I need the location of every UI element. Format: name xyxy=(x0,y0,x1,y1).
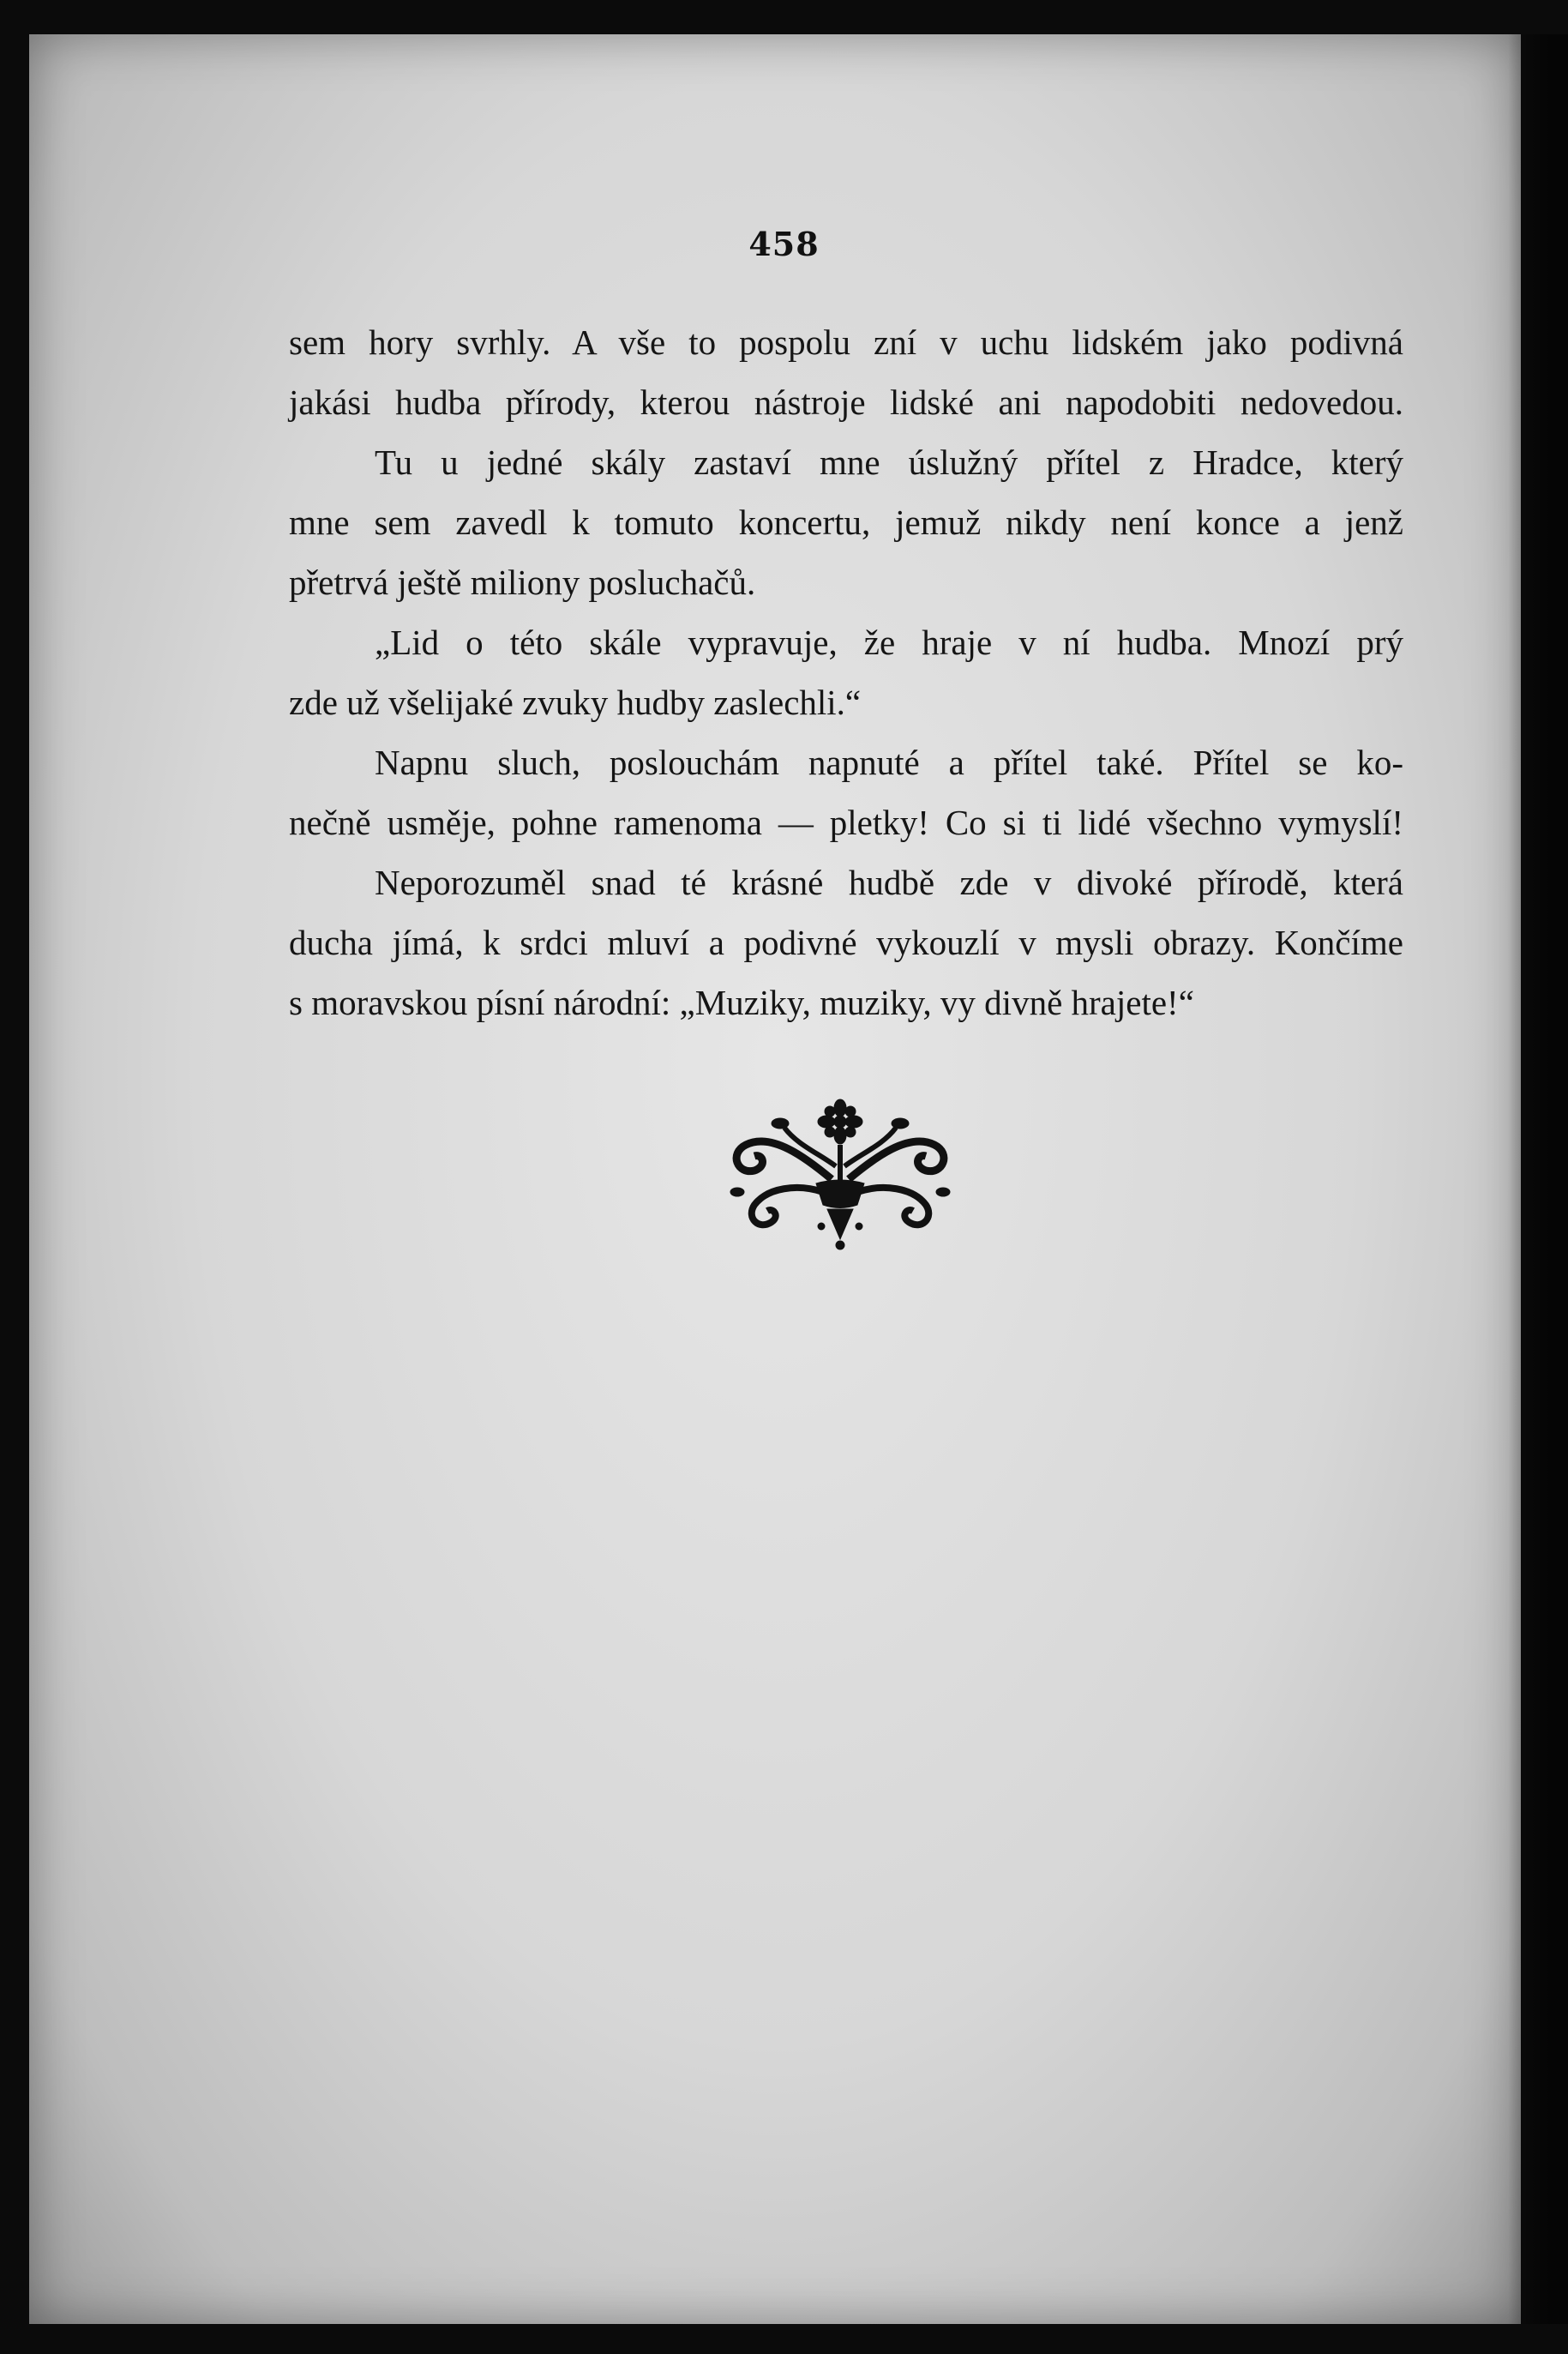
flower-icon xyxy=(818,1099,862,1144)
text-line: zde už všelijaké zvuky hudby zaslechli.“ xyxy=(289,683,862,722)
body-text xyxy=(289,312,1403,1033)
text-line: nečně usměje, pohne ramenoma — pletky! Co si ti lidé všechno vymyslí! xyxy=(289,803,1403,842)
text-line: jakási hudba přírody, kterou nástroje lidské ani napodobiti nedovedou. xyxy=(289,382,1403,422)
text-line: přetrvá ještě miliony posluchačů. xyxy=(289,563,756,602)
text-line: s moravskou písní národní: „Muziky, muziky, vy divně hrajete!“ xyxy=(289,983,1194,1022)
text-line: Napnu sluch, poslouchám napnuté a přítel také. Přítel se ko- xyxy=(375,743,1403,782)
text-line: Tu u jedné skály zastaví mne úslužný přítel z Hradce, který xyxy=(375,443,1403,482)
floral-vignette-icon xyxy=(720,1098,960,1252)
text-line: „Lid o této skále vypravuje, že hraje v ní hudba. Mnozí prý xyxy=(375,623,1403,662)
text-line: sem hory svrhly. A vše to pospolu zní v uchu lidském jako podivná xyxy=(289,322,1403,362)
page-edge-shadow xyxy=(1508,34,1568,2324)
text-line: Neporozuměl snad té krásné hudbě zde v divoké přírodě, která xyxy=(375,863,1403,902)
text-line: mne sem zavedl k tomuto koncertu, jemuž nikdy není konce a jenž xyxy=(289,503,1403,542)
page-number: 458 xyxy=(748,225,820,263)
text-line: ducha jímá, k srdci mluví a podivné vykouzlí v mysli obrazy. Končíme xyxy=(289,923,1403,962)
